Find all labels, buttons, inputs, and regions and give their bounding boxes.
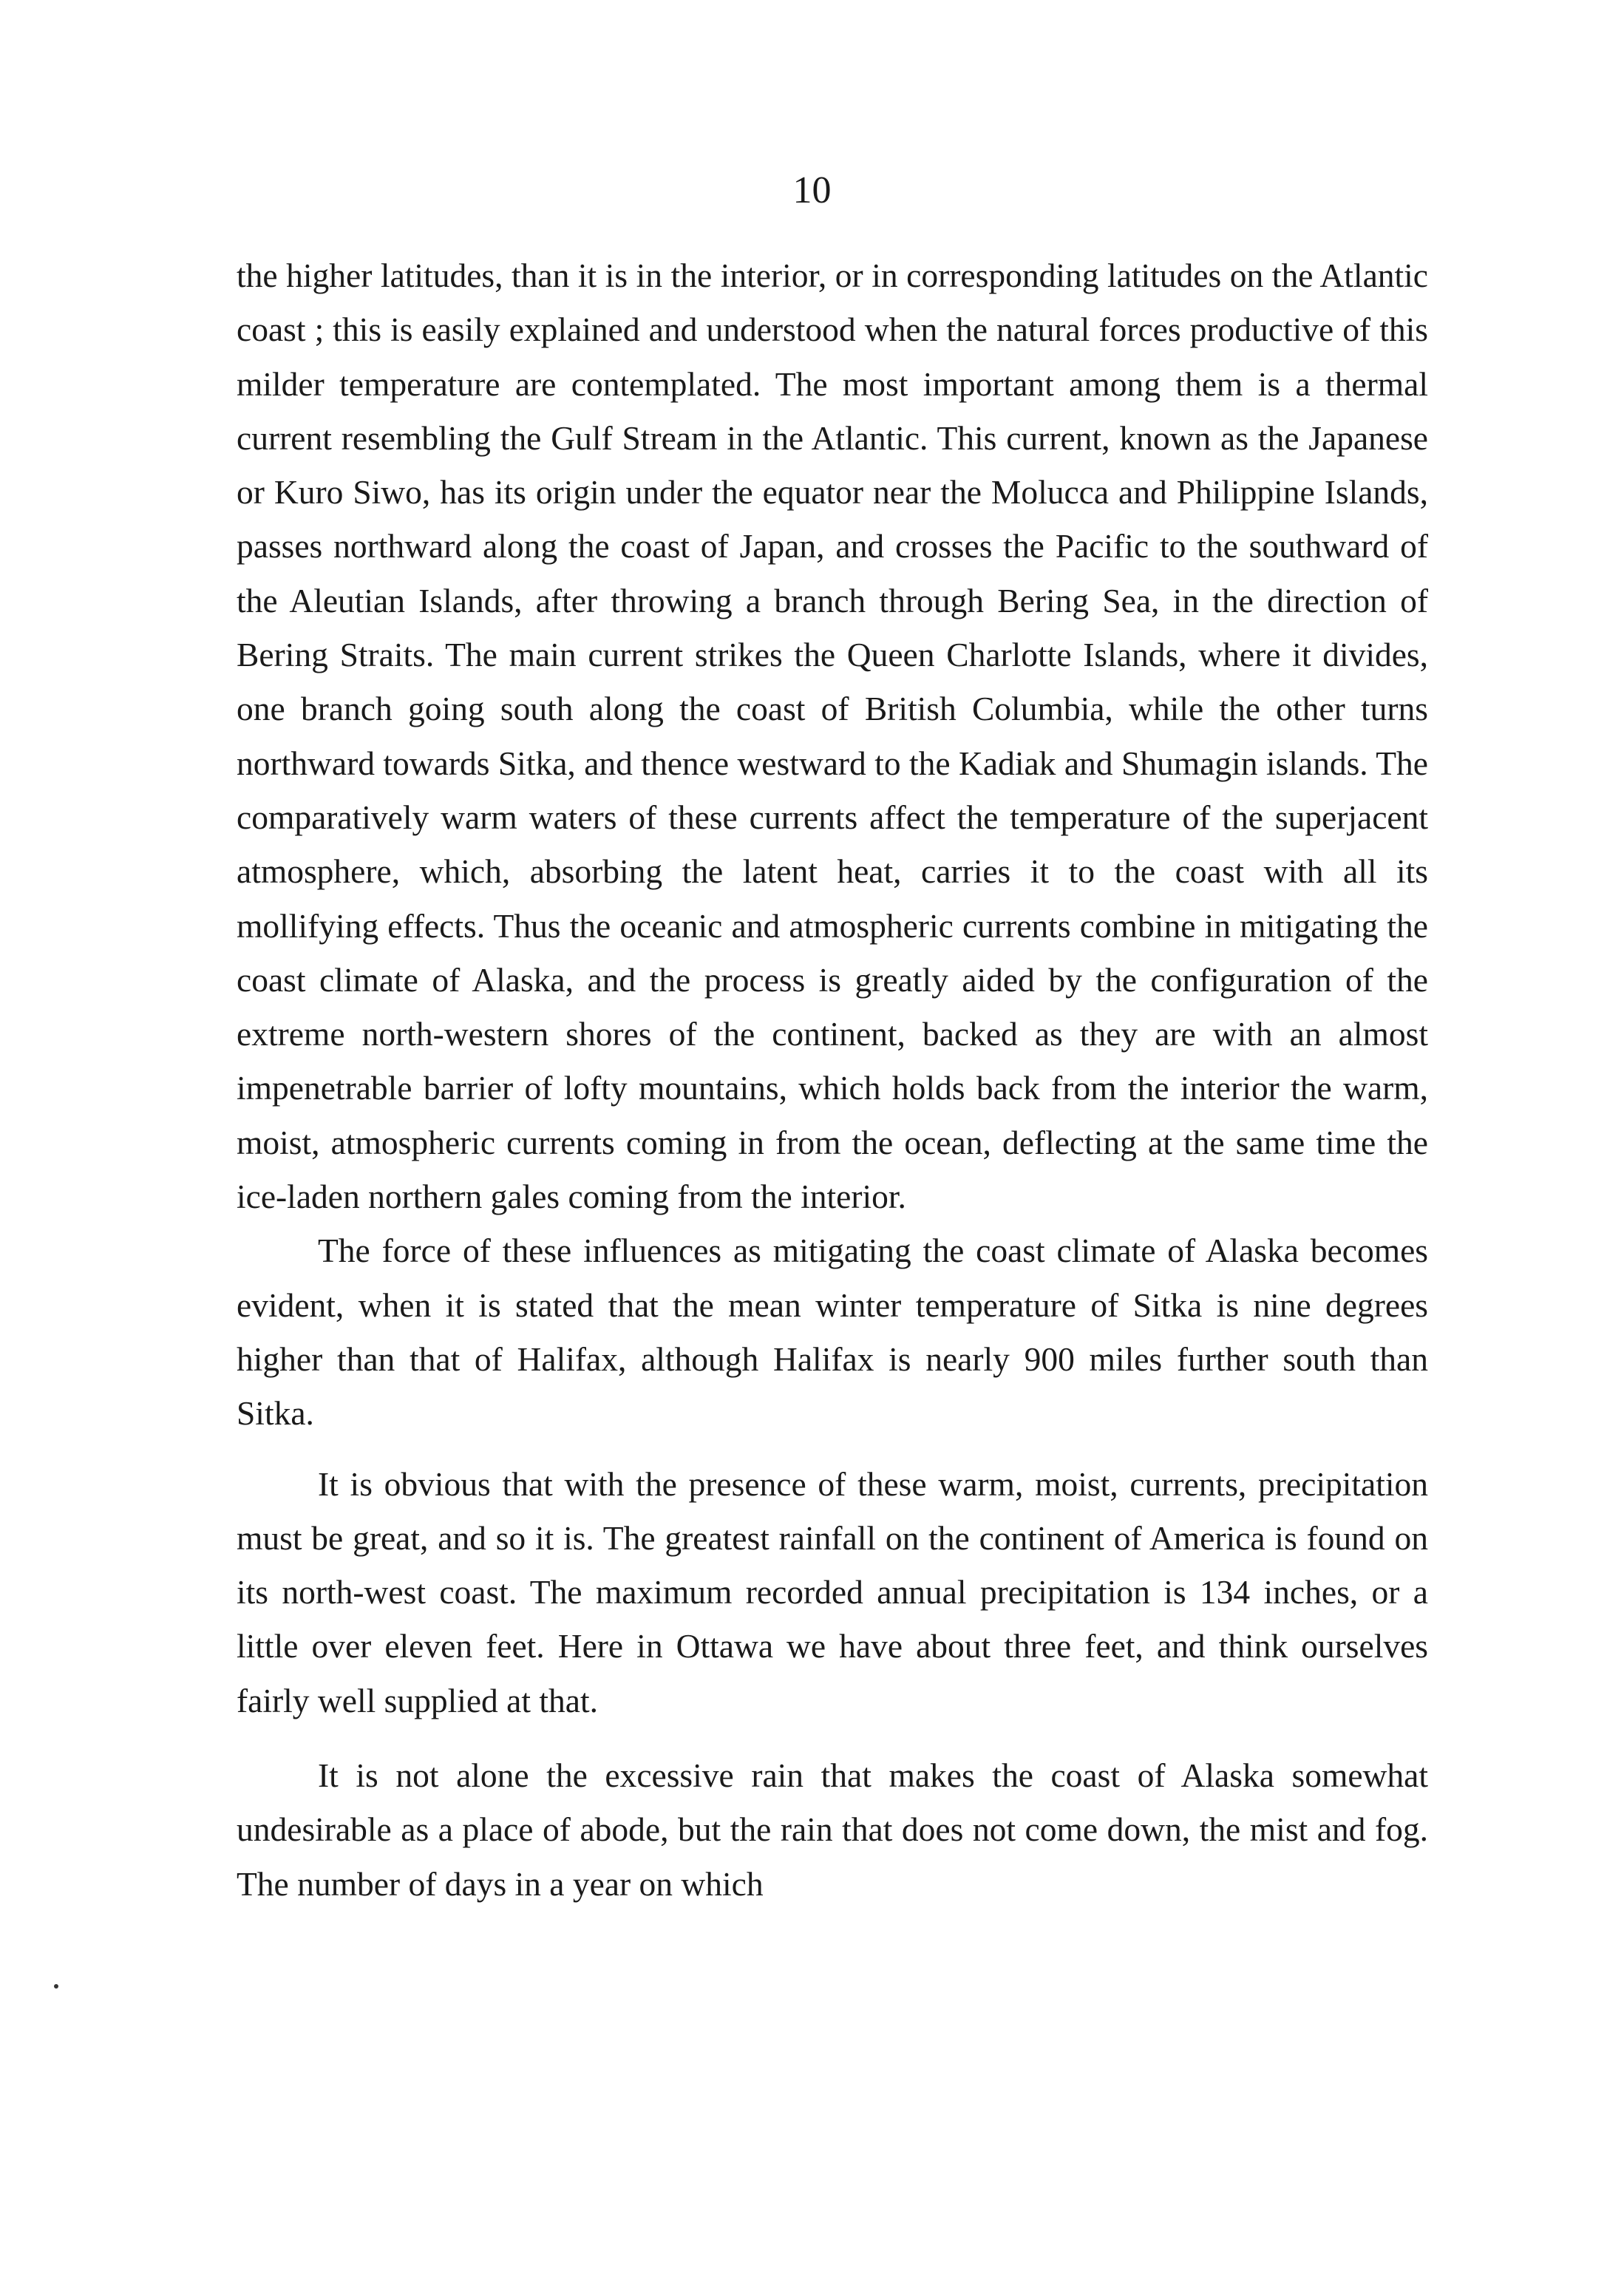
margin-dot-mark: [54, 1984, 58, 1989]
paragraph-4: It is not alone the excessive rain that makes the coast of Alaska somewhat undesirable as a place of abode, but the rain that does not come down, the mist and fog. The number of days in a year on which: [237, 1756, 1428, 1903]
paragraph-1: the higher latitudes, than it is in the interior, or in corresponding latitudes on the Atlantic coast ; this is easily explained and understood when the natural forces productive of this milder temperature are contemplated. The most important among them is a thermal current resembling the Gulf Stream in the Atlantic. This current, known as the Japanese or Kuro Siwo, has its origin under the equator near the Molucca and Philippine Islands, passes northward along the coast of Japan, and crosses the Pacific to the southward of the Aleutian Islands, after throwing a branch through Bering Sea, in the direction of Bering Straits. The main current strikes the Queen Charlotte Islands, where it divides, one branch going south along the coast of British Columbia, while the other turns northward towards Sitka, and thence westward to the Kadiak and Shumagin islands. The comparatively warm waters of these currents affect the temperature of the superjacent atmosphere, which, absorbing the latent heat, carries it to the coast with all its mollifying effects. Thus the oceanic and atmospheric currents combine in mitigating the coast climate of Alaska, and the process is greatly aided by the configuration of the extreme north-western shores of the continent, backed as they are with an almost impenetrable barrier of lofty mountains, which holds back from the interior the warm, moist, atmospheric currents coming in from the ocean, deflecting at the same time the ice-laden northern gales coming from the interior.: [237, 257, 1428, 1216]
body-text: [237, 248, 1428, 1911]
paragraph-2: The force of these influences as mitigating the coast climate of Alaska becomes evident, when it is stated that the mean winter temperature of Sitka is nine degrees higher than that of Halifax, although Halifax is nearly 900 miles further south than Sitka.: [237, 1232, 1428, 1433]
paragraph-3: It is obvious that with the presence of these warm, moist, currents, precipitation must be great, and so it is. The greatest rainfall on the continent of America is found on its north-west coast. The maximum recorded annual precipitation is 134 inches, or a little over eleven feet. Here in Ottawa we have about three feet, and think ourselves fairly well supplied at that.: [237, 1464, 1428, 1719]
page-number: 10: [792, 169, 832, 211]
